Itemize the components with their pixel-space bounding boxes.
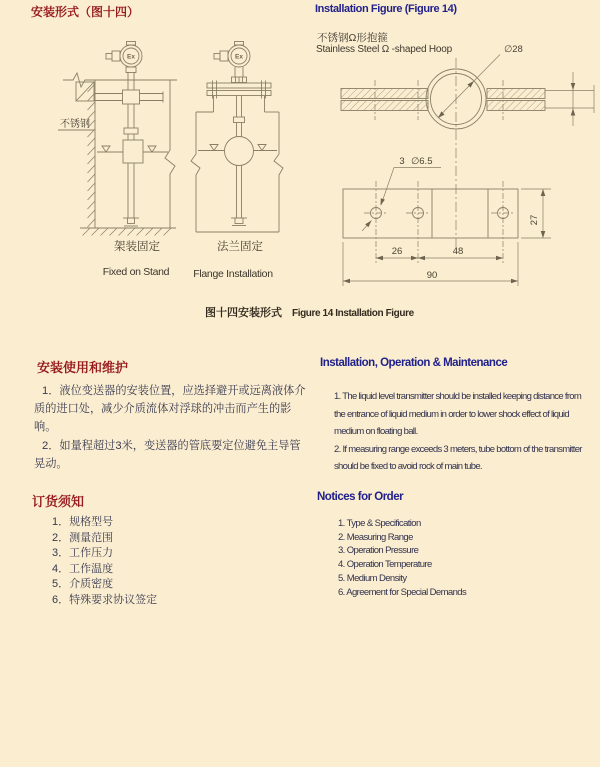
maintenance-text-en — [334, 388, 587, 476]
figure14-caption-zh: 图十四安装形式 — [205, 307, 282, 319]
order-item-en: 4. Operation Temperature — [338, 559, 432, 571]
maintenance-item-en: 1. The liquid level transmitter should be installed keeping distance from the entrance of liquid medium in order to lower shock effect of liquid medium on floating ball. — [334, 391, 582, 438]
order-item-zh: 5．介质密度 — [52, 578, 114, 590]
hole-diameter-dim: ∅6.5 — [411, 156, 433, 167]
hoop-label-zh: 不锈钢Ω形抱箍 — [317, 32, 388, 44]
flange-caption-en: Flange Installation — [193, 268, 273, 280]
order-item-zh: 2．测量范围 — [52, 531, 114, 544]
order-heading-en: Notices for Order — [317, 491, 404, 503]
ex-mark-label: Ex — [235, 53, 243, 61]
stainless-steel-callout: 不锈钢 — [60, 119, 90, 130]
maintenance-text-zh — [34, 382, 306, 473]
order-item-zh: 1．规格型号 — [52, 516, 114, 528]
maintenance-item-zh: 2．如量程超过3米，变送器的管底要定位避免主导管晃动。 — [34, 439, 301, 470]
order-item-zh: 6．特殊要求协议签定 — [52, 593, 158, 606]
hole-count-dim: 3 — [399, 156, 405, 167]
mounting-bracket-figure — [343, 156, 551, 286]
order-heading-zh: 订货须知 — [32, 494, 85, 509]
order-item-en: 2. Measuring Range — [338, 531, 413, 543]
ex-mark-label: Ex — [127, 53, 135, 61]
fixed-on-stand-figure — [58, 42, 177, 236]
dim-27: 27 — [529, 214, 540, 226]
page-title-en: Installation Figure (Figure 14) — [315, 3, 457, 15]
order-item-en: 5. Medium Density — [338, 572, 407, 584]
order-list-en — [338, 517, 466, 599]
omega-hoop-figure — [341, 44, 594, 252]
order-list-zh — [52, 515, 157, 608]
hoop-diameter-dim: ∅28 — [504, 44, 523, 55]
order-item-en: 6. Agreement for Special Demands — [338, 586, 467, 598]
dim-26: 26 — [391, 246, 403, 257]
stand-caption-zh: 架装固定 — [114, 241, 160, 253]
page-title-zh: 安装形式（图十四） — [31, 5, 140, 19]
flange-installation-figure — [191, 42, 283, 233]
installation-figures-drawing — [0, 0, 600, 300]
maintenance-heading-zh: 安装使用和维护 — [37, 360, 129, 375]
maintenance-item-en: 2. If measuring range exceeds 3 meters, tube bottom of the transmitter should be fixed to avoid rock of main tube. — [334, 443, 582, 473]
order-item-zh: 3．工作压力 — [52, 547, 114, 559]
figure14-caption-en: Figure 14 Installation Figure — [292, 308, 414, 319]
figure-captions — [103, 239, 273, 280]
maintenance-item-zh: 1．液位变送器的安装位置，应选择避开或远离液体介质的进口处，减少介质流体对浮球的冲击而产生的影响。 — [34, 385, 306, 434]
dim-90: 90 — [426, 270, 438, 281]
stand-caption-en: Fixed on Stand — [102, 266, 170, 278]
figure14-main-caption — [205, 304, 414, 320]
dim-48: 48 — [452, 246, 464, 257]
order-item-en: 1. Type & Specification — [338, 518, 421, 529]
order-item-zh: 4．工作温度 — [52, 562, 114, 575]
hoop-label-en: Stainless Steel Ω -shaped Hoop — [316, 44, 453, 55]
order-item-en: 3. Operation Pressure — [338, 545, 419, 557]
maintenance-heading-en: Installation, Operation & Maintenance — [320, 357, 508, 369]
flange-caption-zh: 法兰固定 — [217, 241, 263, 253]
